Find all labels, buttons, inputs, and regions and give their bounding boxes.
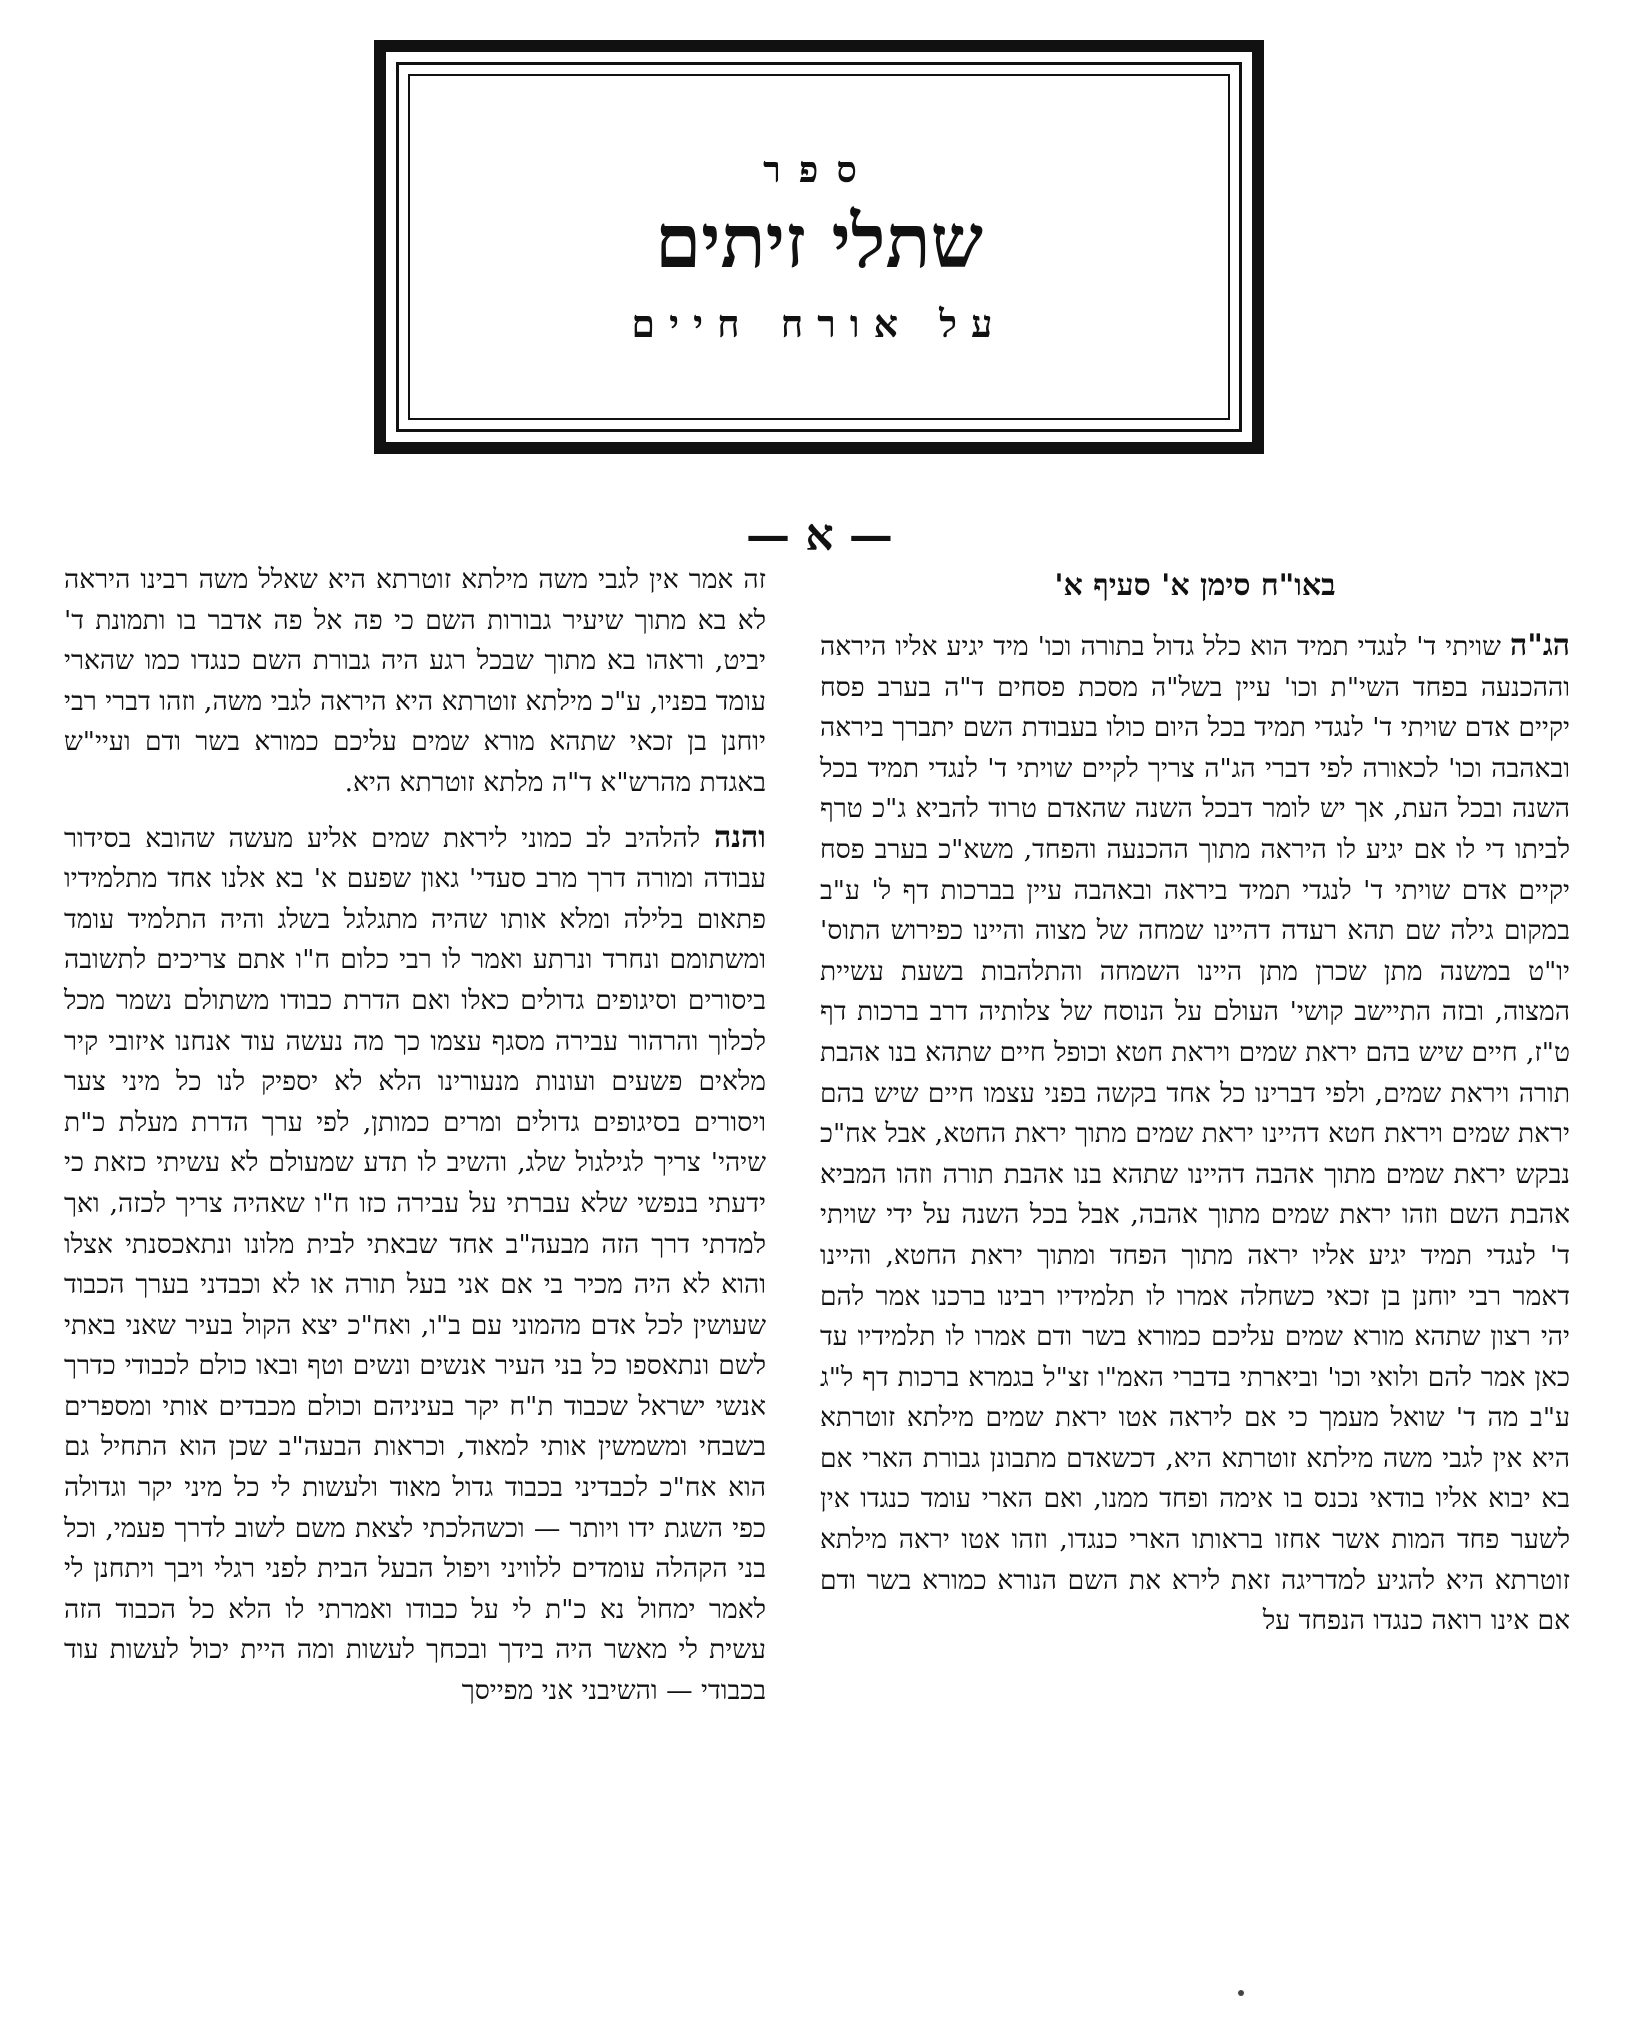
left-column-paragraph-1: זה אמר אין לגבי משה מילתא זוטרתא היא שאלל משה רבינו היראה לא בא מתוך שיעיר גבורות השם כי פה אל פה אדבר בו ותמונת ד' יביט, וראהו בא מתוך שבכל רגע היה גבורת השם כנגדו כמו שהארי עומד בפניו, ע"כ מילתא זוטרתא היא היראה לגבי משה, וזהו דברי רבי יוחנן בן זכאי שתהא מורא שמים עליכם כמורא בשר ודם ועיי"ש באגדת מהרש"א ד"ה מלתא זוטרתא היא. xyxy=(64,564,766,798)
book-subtitle: על אורח חיים xyxy=(631,301,1007,346)
right-column-text: שויתי ד' לנגדי תמיד הוא כלל גדול בתורה וכו' מיד יגיע אליו היראה וההכנעה בפחד השי"ת וכו' עיין בשל"ה מסכת פסחים ד"ה בערב פסח יקיים אדם שויתי ד' לנגדי תמיד בכל היום כולו בעבודת השם יתברך ביראה ובאהבה וכו' לכאורה לפי דברי הג"ה צריך לקיים שויתי ד' לנגדי תמיד בכל השנה ובכל העת, אך יש לומר דבכל השנה שהאדם טרוד להביא ג"כ טרף לביתו די לו אם יגיע לו היראה מתוך ההכנעה והפחד, משא"כ בערב פסח יקיים אדם שויתי ד' לנגדי תמיד ביראה ובאהבה עיין בברכות דף ל' ע"ב במקום גילה שם תהא רעדה דהיינו שמחה של מצוה והיינו כפירוש התוס' יו"ט במשנה מתן שכרן מתן היינו השמחה והתלהבות בשעת עשיית המצוה, ובזה התיישב קושי' העולם על הנוסח של צלותיה דרב ברכות דף ט"ז, חיים שיש בהם יראת שמים ויראת חטא וכופל חיים שתהא בנו אהבת תורה ויראת שמים, ולפי דברינו כל אחד בקשה בפני עצמו חיים שיש בהם יראת שמים ויראת חטא דהיינו יראת שמים מתוך יראת החטא, אבל אח"כ נבקש יראת שמים מתוך אהבה דהיינו שתהא בנו אהבת תורה וזהו המביא אהבת השם וזהו יראת שמים מתוך אהבה, אבל בכל השנה על ידי שויתי ד' לנגדי תמיד יגיע אליו יראה מתוך הפחד ומתוך יראת החטא, והיינו דאמר רבי יוחנן בן זכאי כשחלה אמרו לו תלמידיו רבינו ברכנו אמר להם יהי רצון שתהא מורא שמים עליכם כמורא בשר ודם אמרו לו תלמידיו עד כאן אמר להם ולואי וכו' וביארתי בדברי האמ"ו זצ"ל בגמרא ברכות דף ל"ג ע"ב מה ד' שואל מעמך כי אם ליראה אטו יראת שמים מילתא זוטרתא היא אין לגבי משה מילתא זוטרתא היא, דכשאדם מתבונן גבורת הארי אם בא יבוא אליו בודאי נכנס בו אימה ופחד ממנו, ואם הארי עומד כנגדו אין לשער פחד המות אשר אחזו בראותו הארי כנגדו, וזהו אטו יראה מילתא זוטרתא היא להגיע למדריגה זאת לירא את השם הנורא כמורא בשר ודם אם אינו רואה כנגדו הנפחד על xyxy=(820,631,1570,1637)
title-sefer: ספר xyxy=(763,149,875,191)
title-block xyxy=(386,148,1252,348)
paragraph-lead-word: הג"ה xyxy=(1509,628,1570,663)
right-column-paragraph xyxy=(820,626,1570,1642)
title-frame xyxy=(374,40,1264,454)
book-title: שתלי זיתים xyxy=(654,199,984,285)
page-speck xyxy=(1238,1990,1244,1996)
left-column-text: להלהיב לב כמוני ליראת שמים אליע מעשה שהובא בסידור עבודה ומורה דרך מרב סעדי' גאון שפעם א' בא אלנו אחד מתלמידיו פתאום בלילה ומלא אותו שהיה מתגלגל בשלג והיה התלמיד עומד ומשתומם ונחרד ונרתע ואמר לו רבי כלום ח"ו אתם צריכים לתשובה ביסורים וסיגופים גדולים כאלו ואם הדרת כבודו משתולם נשמר מכל לכלוך והרהור עבירה מסגף עצמו כך מה נעשה עוד אנחנו איזובי קיר מלאים פשעים ועונות מנעורינו הלא לא יספיק לנו כל מיני צער ויסורים בסיגופים גדולים ומרים כמותן, לפי ערך הדרת מעלת כ"ת שיהי' צריך לגילגול שלג, והשיב לו תדע שמעולם לא עשיתי כזאת כי ידעתי בנפשי שלא עברתי על עבירה כזו ח"ו שאהיה צריך לכזה, ואך למדתי דרך הזה מבעה"ב אחד שבאתי לבית מלונו ונתאכסנתי אצלו והוא לא היה מכיר בי אם אני בעל תורה או לא וכבדני בערך הכבוד שעושין לכל אדם מהמוני עם ב"ו, ואח"כ יצא הקול בעיר שאני באתי לשם ונתאספו כל בני העיר אנשים ונשים וטף ובאו כולם לכבודי כדרך אנשי ישראל שכבוד ת"ח יקר בעיניהם וכולם מכבדים אותי ומספרים בשבחי ומשמשין אותי למאוד, וכראות הבעה"ב שכן הוא התחיל גם הוא אח"כ לכבדיני בכבוד גדול מאוד ולעשות לי כל מיני יקר וגדולה כפי השגת ידו ויותר — וכשהלכתי לצאת משם לשוב לדרך פעמי, וכל בני הקהלה עומדים ללוויני ויפול הבעל הבית לפני רגלי ויבך ויתחנן לי לאמר ימחול נא כ"ת לי על כבודו ואמרתי לו הלא כל הכבוד הזה עשית לי מאשר היה בידך ובכחך לעשות ומה היית יכול לעשות עוד בכבודי — והשיבני אני מפייסך xyxy=(64,822,766,1707)
paragraph-gap xyxy=(64,804,766,818)
left-column-paragraph-2 xyxy=(64,818,766,1712)
right-column xyxy=(820,560,1570,1642)
paragraph-lead-word: והנה xyxy=(714,819,766,855)
left-column xyxy=(64,560,766,1712)
section-heading: באו"ח סימן א' סעיף א' xyxy=(1054,568,1336,603)
section-number: — א — xyxy=(746,510,893,561)
